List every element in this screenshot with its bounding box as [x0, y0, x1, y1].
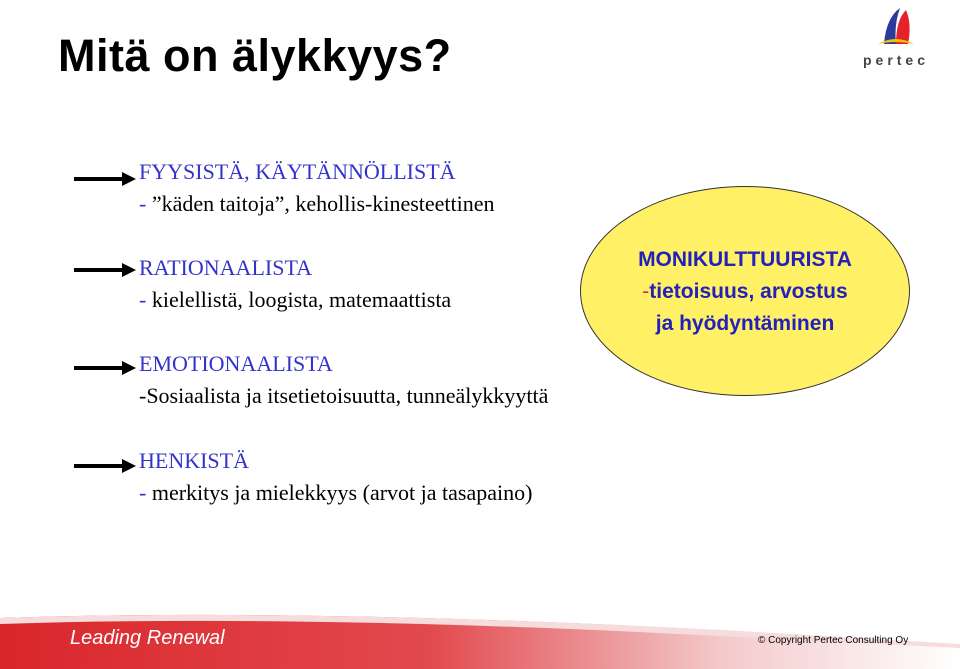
item-detail: kielellistä, loogista, matemaattista — [151, 287, 452, 312]
list-item — [139, 348, 548, 412]
item-heading: EMOTIONAALISTA — [139, 351, 333, 376]
item-heading: RATIONAALISTA — [139, 255, 313, 280]
arrow-icon — [74, 459, 136, 473]
list-item — [139, 156, 495, 220]
logo-text: pertec — [862, 52, 930, 68]
item-detail: -Sosiaalista ja itsetietoisuutta, tunneälykkyyttä — [139, 383, 549, 408]
pertec-logo-icon — [856, 4, 936, 52]
footer-brand — [70, 627, 225, 650]
item-dash: - — [139, 191, 152, 216]
callout-text — [580, 244, 910, 340]
slide-title: Mitä on älykkyys? — [58, 30, 452, 81]
list-item — [139, 445, 532, 509]
item-dash: - — [139, 287, 152, 312]
item-heading: FYYSISTÄ, KÄYTÄNNÖLLISTÄ — [139, 159, 456, 184]
callout-dash: - — [642, 280, 650, 303]
item-detail: merkitys ja mielekkyys (arvot ja tasapaino) — [151, 480, 533, 505]
callout-line-2: tietoisuus, arvostus — [649, 280, 848, 303]
list-item — [139, 252, 451, 316]
arrow-icon — [74, 361, 136, 375]
arrow-icon — [74, 172, 136, 186]
item-heading: HENKISTÄ — [139, 448, 249, 473]
callout-line-1: MONIKULTTUURISTA — [638, 248, 852, 271]
arrow-icon — [74, 263, 136, 277]
footer-copyright: © Copyright Pertec Consulting Oy — [758, 635, 909, 646]
item-detail: ”käden taitoja”, kehollis-kinesteettinen — [151, 191, 495, 216]
callout-line-3: ja hyödyntäminen — [655, 312, 835, 335]
footer-brand-leading: Leading — [70, 627, 147, 649]
pertec-logo — [856, 4, 936, 72]
item-dash: - — [139, 480, 152, 505]
footer-brand-renewal: Renewal — [146, 627, 225, 649]
